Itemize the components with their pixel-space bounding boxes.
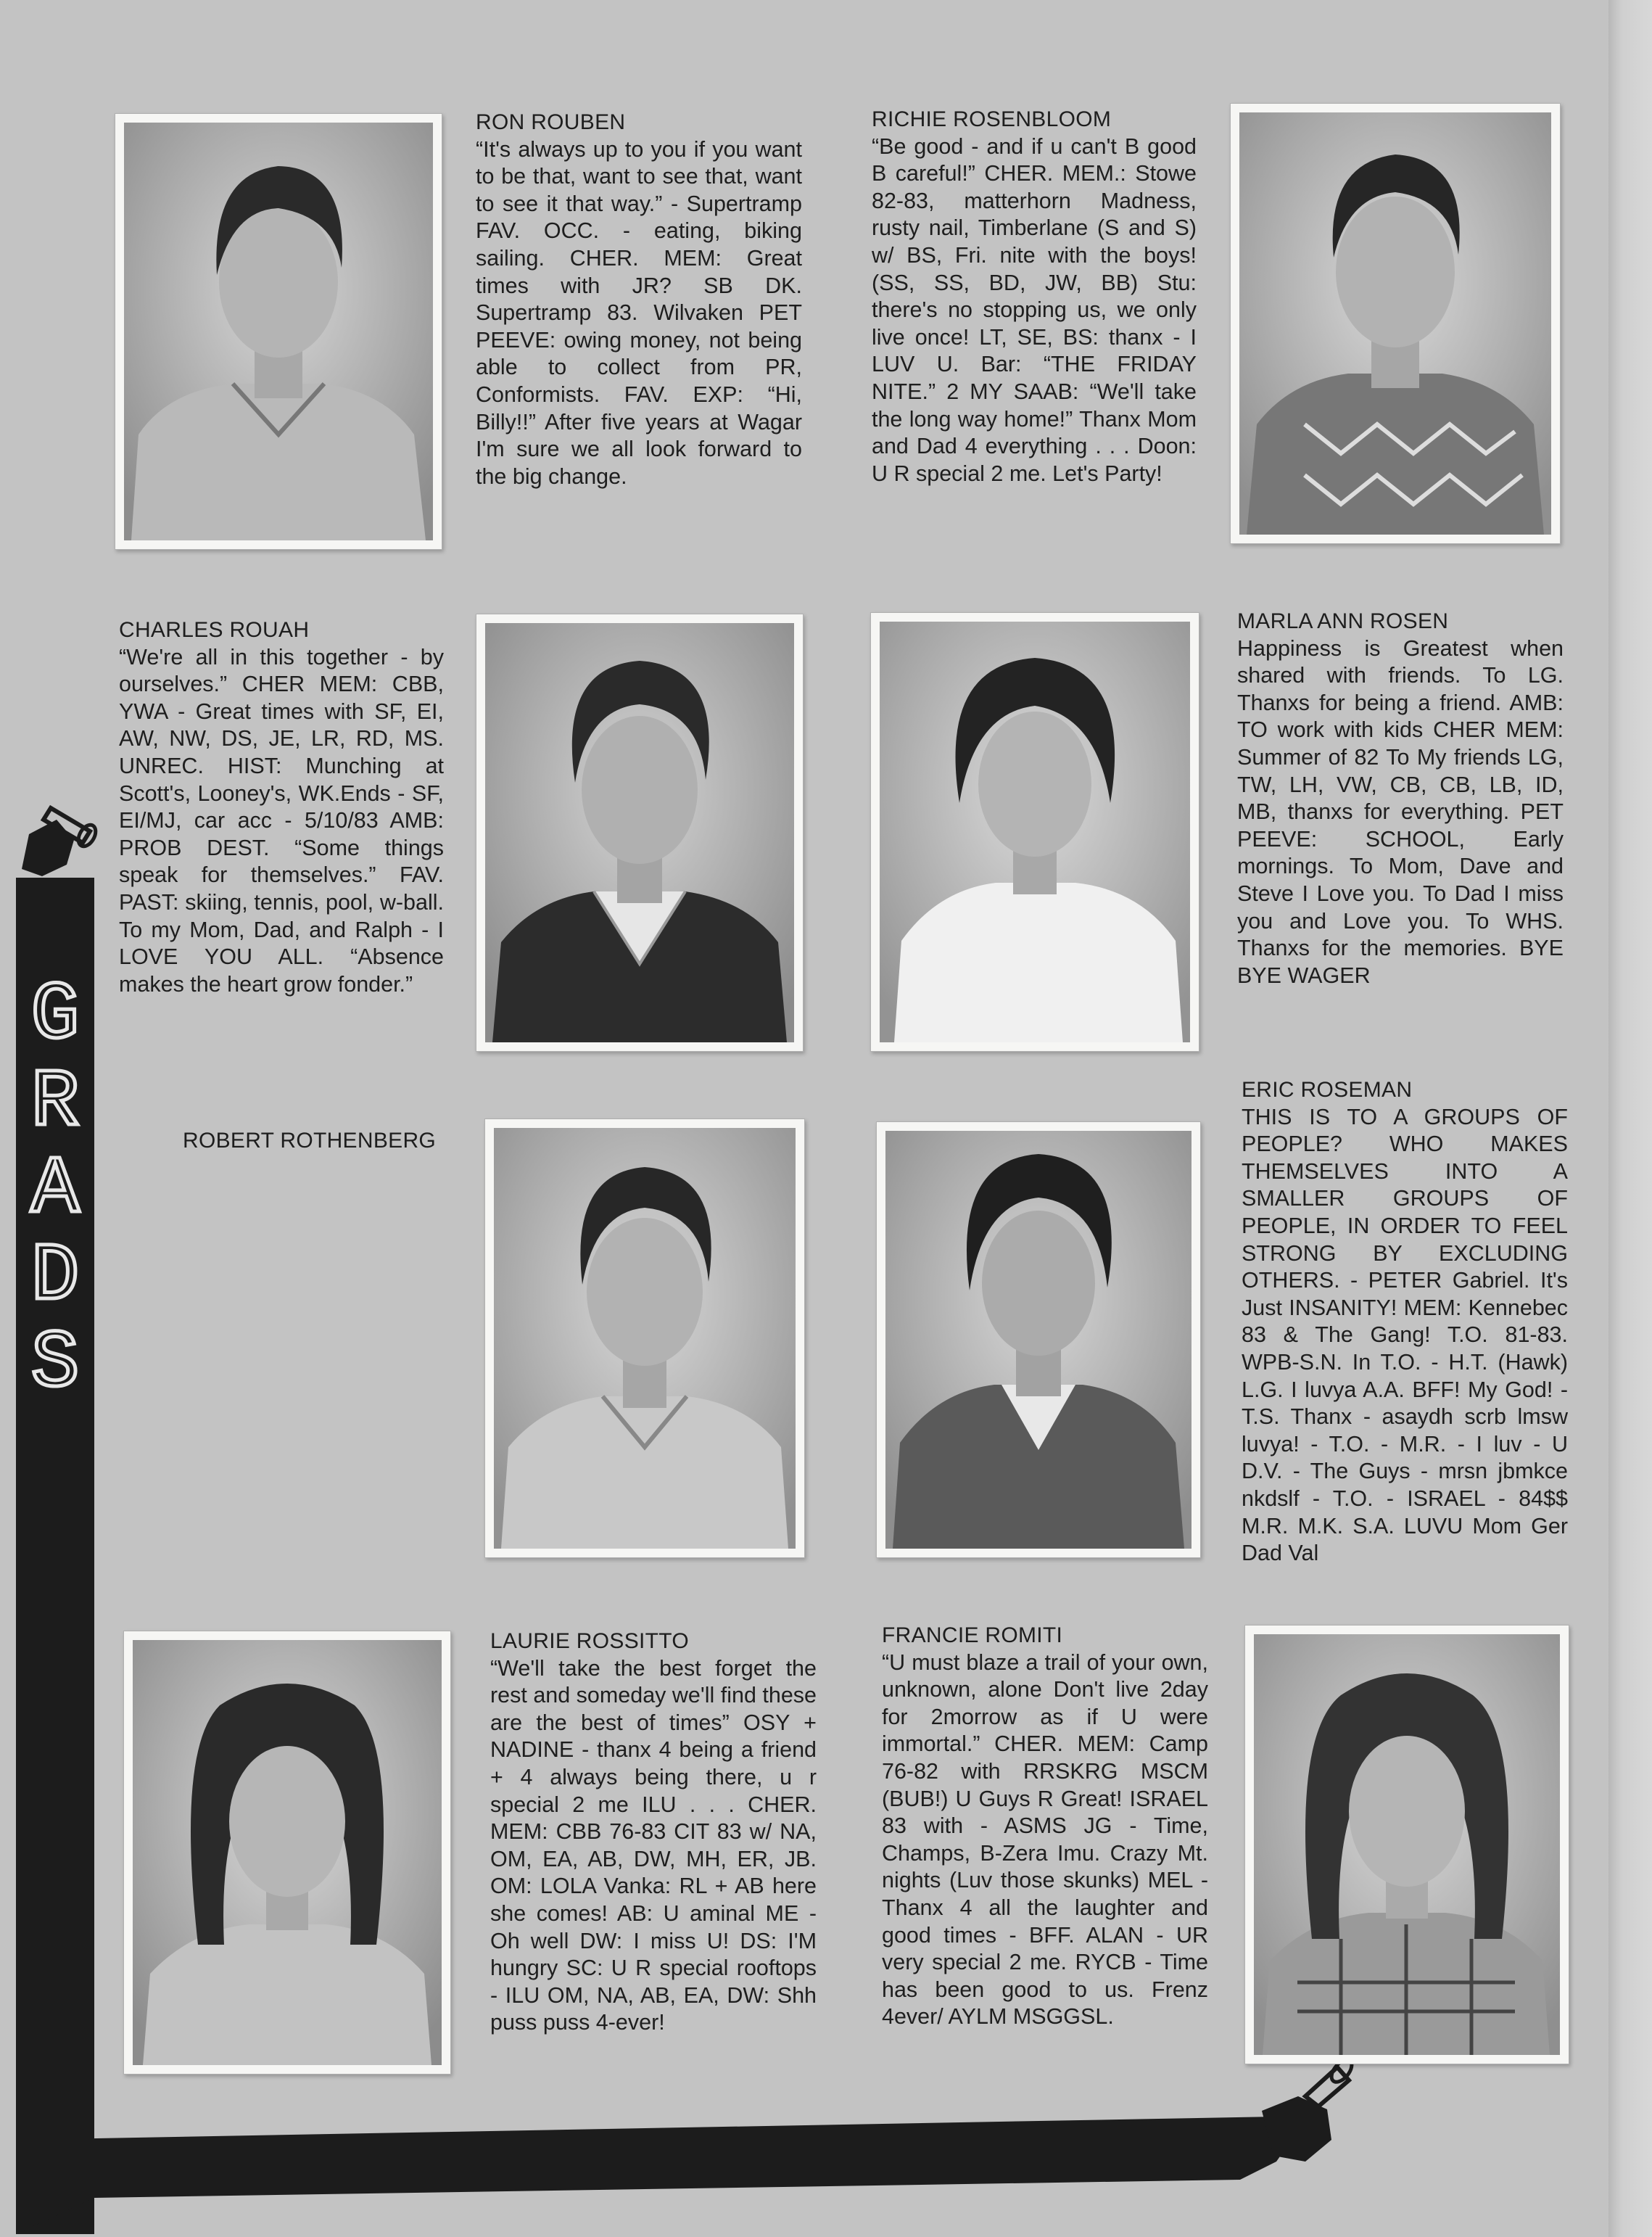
section-title-letter-a: A [30, 1144, 80, 1236]
student-quote: Happiness is Greatest when shared with friends. To LG. Thanxs for being a friend. AMB: TO work with kids CHER MEM: Summer of 82 To My friends LG, TW, LH, VW, CB, CB, LB, ID, MB, thanxs for everything. PET PEEVE: SCHOOL, Early mornings. To Mom, Dave and Steve I Love you. To Dad I miss you and Love you. To WHS. Thanxs for the memories. BYE BYE WAGER [1237, 635, 1564, 988]
student-name: RICHIE ROSENBLOOM [872, 107, 1112, 131]
student-name: RON ROUBEN [476, 110, 626, 134]
photo-marla-ann-rosen [870, 612, 1199, 1052]
entry-robert-rothenberg [183, 1127, 458, 1155]
student-name: CHARLES ROUAH [119, 618, 310, 642]
banner-bottom-bar [16, 2117, 1287, 2234]
entry-ron-rouben [476, 109, 802, 490]
student-name: FRANCIE ROMITI [882, 1623, 1063, 1647]
photo-charles-rouah [476, 614, 804, 1052]
student-quote: “Be good - and if u can't B good B careful!” CHER. MEM.: Stowe 82-83, matterhorn Madness, rusty nail, Timberlane (S and S) w/ BS, Fri. nite with the boys! (SS, SS, BD, JW, BB) Stu: there's no stopping us, we only live once! LT, SE, BS: thanx - I LUV U. Bar: “THE FRIDAY NITE.” 2 MY SAAB: “We'll take the long way home!” Thanx Mom and Dad 4 everything . . . Doon: U R special 2 me. Let's Party! [872, 133, 1197, 486]
entry-francie-romiti [882, 1622, 1208, 2031]
entry-marla-ann-rosen [1237, 608, 1564, 989]
student-quote: THIS IS TO A GROUPS OF PEOPLE? WHO MAKES THEMSELVES INTO A SMALLER GROUPS OF PEOPLE, IN ORDER TO FEEL STRONG BY EXCLUDING OTHERS. - PETER Gabriel. It's Just INSANITY! MEM: Kennebec 83 & The Gang! T.O. 81-83. WPB-S.N. In T.O. - H.T. (Hawk) L.G. I luvya A.A. BFF! My God! - T.S. Thanx - asaydh scrb lmsw luvya! - T.O. - M.R. - I luv - U D.V. - The Guys - mrsn jbmkce nkdslf - T.O. - ISRAEL - 84$$ M.R. M.K. S.A. LUVU Mom Ger Dad Val [1242, 1104, 1568, 1566]
entry-eric-roseman [1242, 1076, 1568, 1567]
photo-ron-rouben [115, 113, 442, 550]
photo-richie-rosenbloom [1230, 103, 1561, 544]
photo-laurie-rossitto [123, 1631, 451, 2075]
student-name: MARLA ANN ROSEN [1237, 609, 1449, 633]
section-title-letter-d: D [30, 1231, 80, 1323]
student-name: ERIC ROSEMAN [1242, 1078, 1413, 1102]
section-title-letter-g: G [30, 970, 80, 1062]
student-quote: “U must blaze a trail of your own, unknown, alone Don't live 2day for 2morrow as if U were immortal.” CHER. MEM: Camp 76-82 with RRSKRG MSCM (BUB!) U Guys R Great! ISRAEL 83 with - ASMS JG - Time, Champs, B-Zera Imu. Crazy Mt. nights (Luv those skunks) MEL - Thanx 4 all the laughter and good times - BFF. ALAN - UR very special 2 me. RYCB - Time has been good to us. Frenz 4ever/ AYLM MSGGSL. [882, 1649, 1208, 2030]
page-edge-shadow [1608, 0, 1652, 2237]
photo-francie-romiti [1244, 1625, 1569, 2064]
section-title-letter-s: S [30, 1318, 80, 1410]
entry-laurie-rossitto [490, 1628, 817, 2037]
photo-eric-roseman [876, 1121, 1201, 1558]
photo-robert-rothenberg [484, 1118, 805, 1558]
student-name: ROBERT ROTHENBERG [183, 1129, 437, 1153]
section-title-letter-r: R [30, 1057, 80, 1149]
left-torch-hand-icon [22, 808, 99, 876]
entry-charles-rouah [119, 617, 444, 998]
student-quote: “We're all in this together - by ourselves.” CHER MEM: CBB, YWA - Great times with SF, EI, AW, NW, DS, JE, LR, RD, MS. UNREC. HIST: Munching at Scott's, Looney's, WK.Ends - SF, EI/MJ, car acc - 5/10/83 AMB: PROB DEST. “Some things speak for themselves.” FAV. PAST: skiing, tennis, pool, w-ball. To my Mom, Dad, and Ralph - I LOVE YOU ALL. “Absence makes the heart grow fonder.” [119, 644, 444, 997]
student-quote: “We'll take the best forget the rest and someday we'll find these are the best of times” OSY + NADINE - thanx 4 being a friend + 4 always being there, u r special 2 me ILU . . . CHER. MEM: CBB 76-83 CIT 83 w/ NA, OM, EA, AB, DW, MH, ER, JB. OM: LOLA Vanka: RL + AB here she comes! AB: U aminal ME - Oh well DW: I miss U! DS: I'M hungry SC: U R special rooftops - ILU OM, NA, AB, EA, DW: Shh puss puss 4-ever! [490, 1655, 817, 2035]
entry-richie-rosenbloom [872, 106, 1197, 487]
student-name: LAURIE ROSSITTO [490, 1629, 690, 1653]
student-quote: “It's always up to you if you want to be that, want to see that, want to see it that way.” - Supertramp FAV. OCC. - eating, biking sailing. CHER. MEM: Great times with JR? SB DK. Supertramp 83. Wilvaken PET PEEVE: owing money, not being able to collect from PR, Conformists. FAV. EXP: “Hi, Billy!!” After five years at Wagar I'm sure we all look forward to the big change. [476, 136, 802, 489]
bottom-torch-hand-icon [1262, 2056, 1355, 2162]
